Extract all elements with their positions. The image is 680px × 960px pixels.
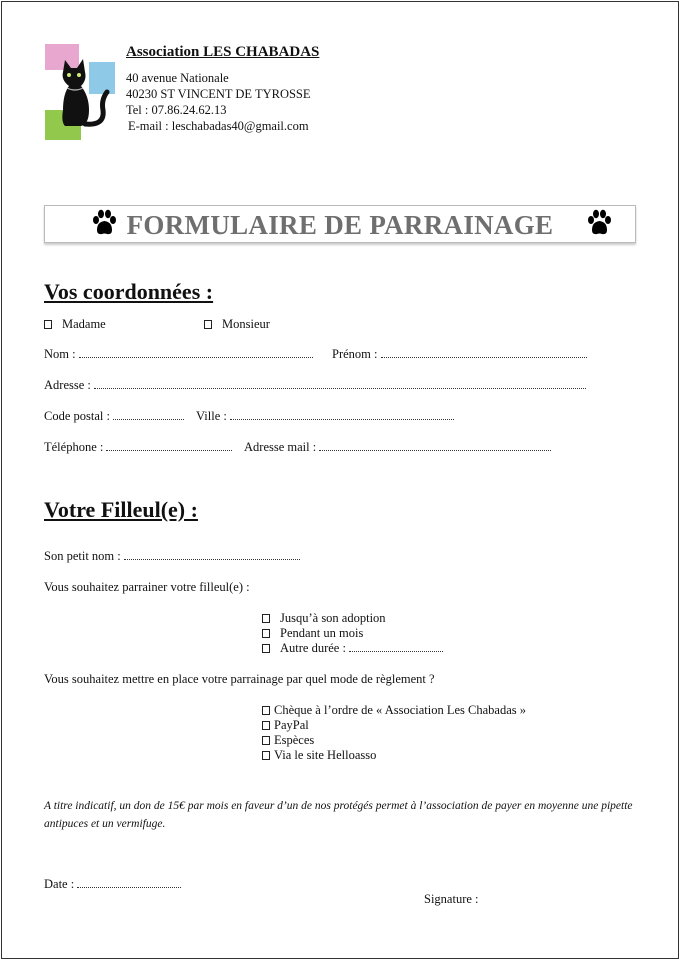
org-phone: Tel : 07.86.24.62.13 [126, 103, 227, 117]
email-label: Adresse mail : [244, 440, 317, 454]
duree-checkbox[interactable] [262, 644, 270, 653]
section-heading-filleul: Votre Filleul(e) : [44, 497, 198, 522]
paw-icon [586, 209, 612, 237]
duree-option-mois[interactable] [262, 626, 363, 641]
reglement-checkbox[interactable] [262, 751, 270, 760]
reglement-option-helloasso[interactable] [262, 748, 376, 763]
reglement-question: Vous souhaitez mettre en place votre parrainage par quel mode de règlement ? [44, 672, 435, 686]
telephone-label: Téléphone : [44, 440, 104, 454]
telephone-input-line[interactable] [106, 440, 232, 451]
nom-label: Nom : [44, 347, 76, 361]
reglement-option-label: PayPal [274, 718, 309, 732]
ville-label: Ville : [196, 409, 227, 423]
prenom-input-line[interactable] [381, 347, 587, 358]
reglement-checkbox[interactable] [262, 706, 270, 715]
reglement-option-label: Espèces [274, 733, 315, 747]
duree-option-autre[interactable] [262, 641, 443, 656]
reglement-option-label: Via le site Helloasso [274, 748, 377, 762]
prenom-field[interactable] [332, 347, 587, 362]
petit-nom-label: Son petit nom : [44, 549, 121, 563]
madame-option[interactable] [44, 317, 106, 332]
duree-option-label: Autre durée : [280, 641, 346, 655]
prenom-label: Prénom : [332, 347, 378, 361]
reglement-option-paypal[interactable] [262, 718, 309, 733]
reglement-option-cheque[interactable] [262, 703, 526, 718]
org-email: E-mail : leschabadas40@gmail.com [128, 119, 309, 133]
ville-field[interactable] [196, 409, 454, 424]
reglement-option-especes[interactable] [262, 733, 314, 748]
monsieur-option[interactable] [204, 317, 270, 332]
telephone-field[interactable] [44, 440, 232, 455]
date-input-line[interactable] [77, 877, 181, 888]
duree-option-label: Pendant un mois [280, 626, 364, 640]
section-heading-coordonnees: Vos coordonnées : [44, 279, 214, 304]
cat-logo-icon [45, 44, 115, 140]
madame-checkbox[interactable] [44, 320, 52, 329]
donation-note: A titre indicatif, un don de 15€ par mois en faveur d’un de nos protégés permet à l’association de payer en moyenne une pipette antipuces et un vermifuge. [44, 800, 633, 830]
petit-nom-input-line[interactable] [124, 549, 300, 560]
duree-checkbox[interactable] [262, 629, 270, 638]
duree-checkbox[interactable] [262, 614, 270, 623]
code-postal-label: Code postal : [44, 409, 110, 423]
autre-duree-input-line[interactable] [349, 641, 443, 652]
duree-option-adoption[interactable] [262, 611, 386, 626]
duree-option-label: Jusqu’à son adoption [280, 611, 386, 625]
title-banner [44, 205, 636, 243]
madame-label: Madame [62, 317, 106, 331]
reglement-checkbox[interactable] [262, 721, 270, 730]
email-input-line[interactable] [319, 440, 551, 451]
ville-input-line[interactable] [230, 409, 454, 420]
page-title: FORMULAIRE DE PARRAINAGE [126, 210, 554, 240]
code-postal-field[interactable] [44, 409, 184, 424]
adresse-input-line[interactable] [94, 378, 586, 389]
email-field[interactable] [244, 440, 551, 455]
code-postal-input-line[interactable] [113, 409, 184, 420]
adresse-field[interactable] [44, 378, 586, 393]
nom-field[interactable] [44, 347, 313, 362]
reglement-checkbox[interactable] [262, 736, 270, 745]
date-label: Date : [44, 877, 75, 891]
reglement-option-label: Chèque à l’ordre de « Association Les Chabadas » [274, 703, 527, 717]
signature-label: Signature : [424, 892, 479, 906]
address-street: 40 avenue Nationale [126, 71, 229, 85]
date-field[interactable] [44, 877, 181, 892]
petit-nom-field[interactable] [44, 549, 300, 564]
monsieur-checkbox[interactable] [204, 320, 212, 329]
monsieur-label: Monsieur [222, 317, 270, 331]
duree-question: Vous souhaitez parrainer votre filleul(e) : [44, 580, 250, 594]
nom-input-line[interactable] [79, 347, 313, 358]
address-city: 40230 ST VINCENT DE TYROSSE [126, 87, 311, 101]
adresse-label: Adresse : [44, 378, 91, 392]
org-name: Association LES CHABADAS [126, 44, 320, 60]
